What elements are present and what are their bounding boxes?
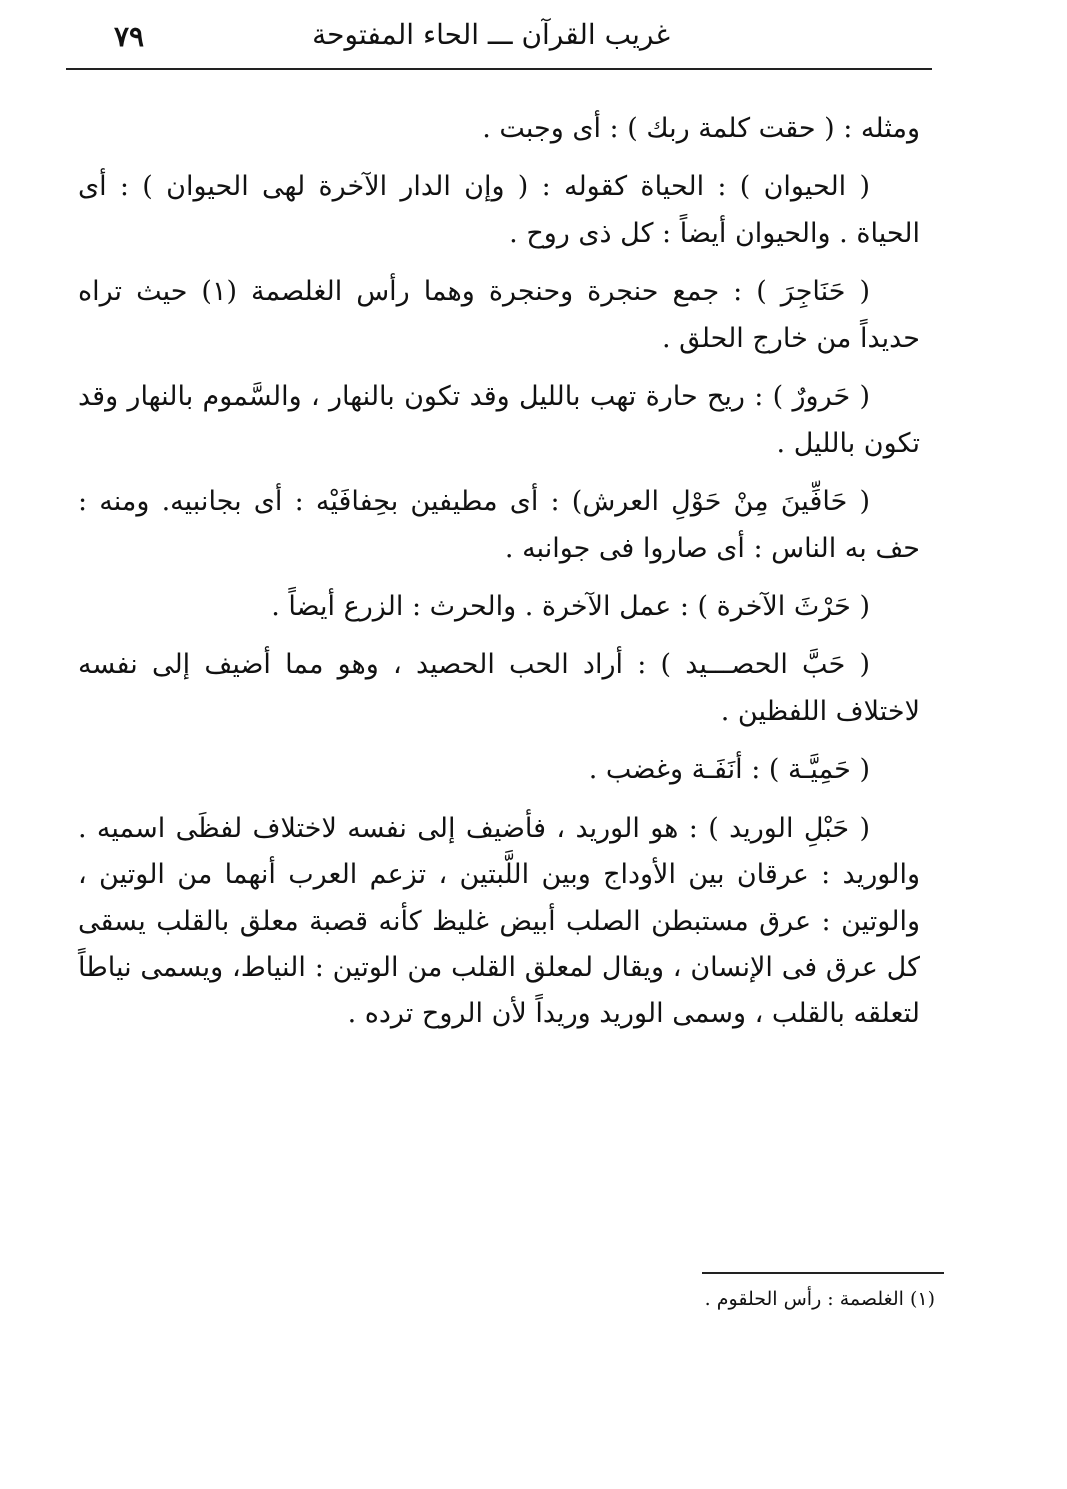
paragraph-habl: ( حَبْلِ الوريد ) : هو الوريد ، فأضيف إلى نفسه لاختلاف لفظَى اسميه . والوريد : عرقان بين الأوداج وبين اللَّبتين ، تزعم العرب أنهما من الوتين ، والوتين : عرق مستبطن الصلب أبيض غليظ كأنه قصبة معلق بالقلب يسقى كل عرق فى الإنسان ، ويقال لمعلق القلب من الوتين : النياط، ويسمى نياطاً لتعلقه بالقلب ، وسمى الوريد وريداً لأن الروح ترده . (78, 812, 920, 1030)
header-rule (66, 68, 932, 70)
paragraph-hamiyya: ( حَمِيَّـة ) : أنَفَـة وغضب . (588, 754, 870, 786)
page-number: ٧٩ (114, 20, 145, 53)
paragraph-mithluhu: ومثله : ( حقت كلمة ربك ) : أى وجبت . (482, 113, 920, 144)
paragraph-harur: ( حَرورٌ ) : ريح حارة تهب بالليل وقد تكون بالنهار ، والسَّموم بالنهار وقد تكون بالليل . (78, 381, 920, 459)
footnote: (١) الغلصمة : رأس الحلقوم . (704, 1288, 935, 1310)
page-header (66, 8, 932, 68)
paragraph-haffin: ( حَافِّينَ مِنْ حَوْلِ العرش) : أى مطيفين بحِفافَيْه : أى بجانبيه. ومنه : حف به الناس : أى صاروا فى جوانبه . (78, 486, 920, 564)
paragraph-hanajir: ( حَنَاجِرَ ) : جمع حنجرة وحنجرة وهما رأس الغلصمة (١) حيث تراه حديداً من خارج الحلق . (78, 276, 920, 354)
body-text (78, 106, 920, 1050)
footnote-rule (702, 1272, 944, 1274)
running-title: غريب القرآن ـــ الحاء المفتوحة (312, 18, 670, 51)
paragraph-habb: ( حَبَّ الحصـــيد ) : أراد الحب الحصيد ، وهو مما أضيف إلى نفسه لاختلاف اللفظين . (78, 649, 920, 727)
paragraph-harth: ( حَرْثَ الآخرة ) : عمل الآخرة . والحرث : الزرع أيضاً . (271, 590, 870, 622)
paragraph-hayawan: ( الحيوان ) : الحياة كقوله : ( وإن الدار الآخرة لهى الحيوان ) : أى الحياة . والحيوان أيضاً : كل ذى روح . (78, 171, 920, 249)
